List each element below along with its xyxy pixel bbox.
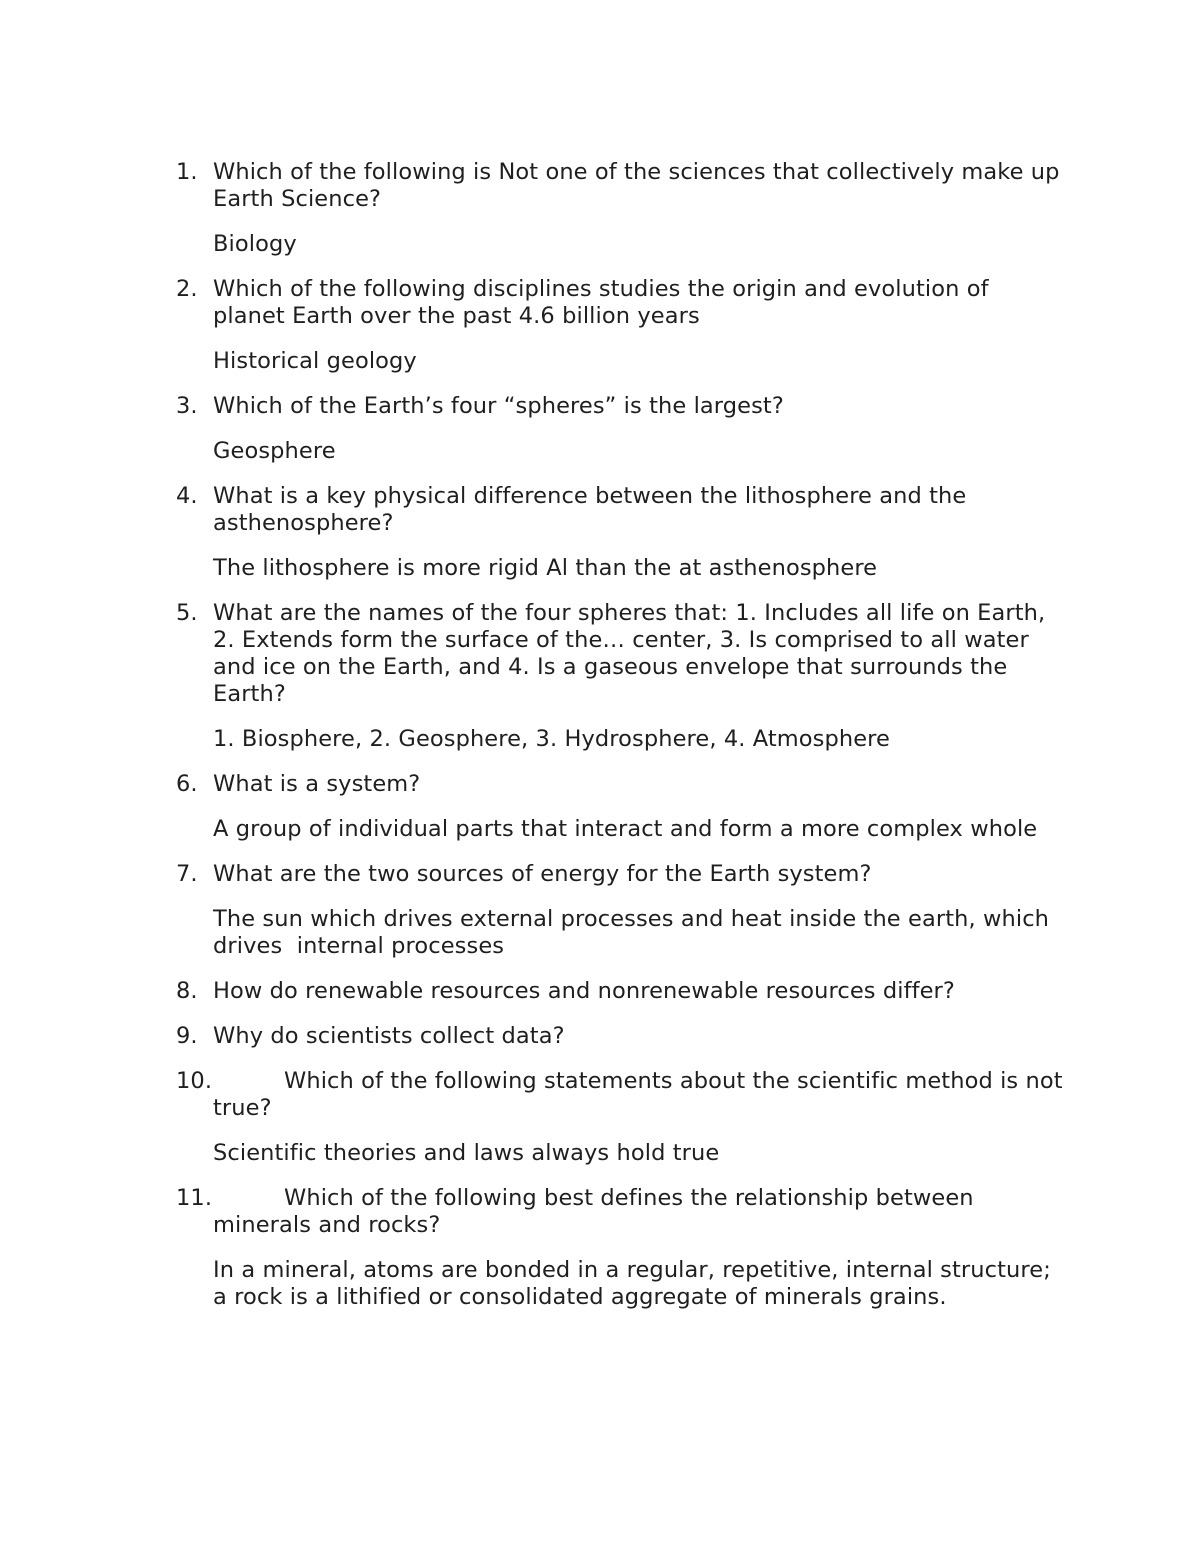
item-number: 3. [176,393,198,419]
question-text: What are the names of the four spheres that: 1. Includes all life on Earth, 2. Extends form the surface of the… center, 3. Is comprised to all water and ice on the Earth, and 4. Is a gaseous envelope that surrounds the Earth? [213,600,1046,707]
item-number: 8. [176,978,198,1004]
question-text: Which of the following statements about the scientific method is not true? [213,1068,1063,1121]
list-item [176,978,1066,1005]
item-number: 11. [176,1185,213,1211]
question-text: How do renewable resources and nonrenewable resources differ? [213,978,955,1004]
list-item [176,276,1066,375]
answer-text: Historical geology [213,348,417,374]
item-number: 10. [176,1068,213,1094]
item-number: 4. [176,483,198,509]
item-number: 7. [176,861,198,887]
answer-text: Geosphere [213,438,336,464]
list-item [176,159,1066,258]
question-text: What is a key physical difference between the lithosphere and the asthenosphere? [213,483,967,536]
question-text: What is a system? [213,771,421,797]
question-text: Which of the Earth’s four “spheres” is the largest? [213,393,784,419]
question-list [176,159,1066,1329]
question-text: What are the two sources of energy for the Earth system? [213,861,872,887]
answer-text: 1. Biosphere, 2. Geosphere, 3. Hydrosphere, 4. Atmosphere [213,726,890,752]
list-item [176,861,1066,960]
answer-text: Biology [213,231,297,257]
list-item [176,771,1066,843]
question-text: Which of the following best defines the relationship between minerals and rocks? [213,1185,974,1238]
question-text: Why do scientists collect data? [213,1023,565,1049]
list-item [176,483,1066,582]
answer-text: A group of individual parts that interact and form a more complex whole [213,816,1038,842]
item-number: 1. [176,159,198,185]
answer-text: In a mineral, atoms are bonded in a regular, repetitive, internal structure; a rock is a lithified or consolidated aggregate of minerals grains. [213,1257,1051,1310]
item-number: 9. [176,1023,198,1049]
list-item [176,1023,1066,1050]
item-number: 2. [176,276,198,302]
list-item [176,600,1066,753]
list-item [176,1185,1066,1311]
question-text: Which of the following is Not one of the sciences that collectively make up Earth Science? [213,159,1060,212]
answer-text: Scientific theories and laws always hold true [213,1140,720,1166]
list-item [176,393,1066,465]
item-number: 5. [176,600,198,626]
question-text: Which of the following disciplines studies the origin and evolution of planet Earth over the past 4.6 billion years [213,276,989,329]
item-number: 6. [176,771,198,797]
list-item [176,1068,1066,1167]
answer-text: The sun which drives external processes and heat inside the earth, which drives internal processes [213,906,1057,959]
answer-text: The lithosphere is more rigid Al than the at asthenosphere [213,555,878,581]
